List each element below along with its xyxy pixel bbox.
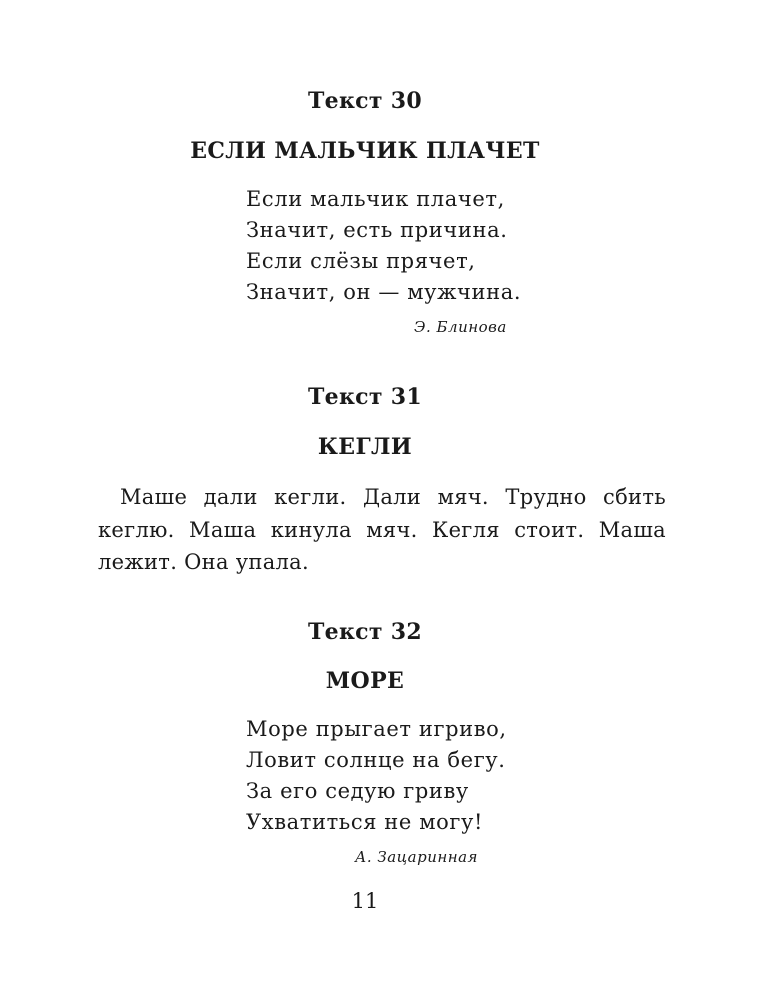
prose-line: кеглю. Маша кинула мяч. Кегля стоит. Маша bbox=[98, 517, 666, 542]
text-32-author: А. Зацаринная bbox=[355, 848, 478, 866]
text-32-poem bbox=[246, 714, 507, 838]
text-32-number: Текст 32 bbox=[308, 619, 422, 645]
text-31-prose bbox=[98, 481, 666, 579]
page-number: 11 bbox=[351, 889, 379, 913]
poem-line: Ухватиться не могу! bbox=[246, 810, 483, 834]
poem-line: Если мальчик плачет, bbox=[246, 187, 505, 211]
poem-line: Значит, он — мужчина. bbox=[246, 280, 522, 304]
text-30-title: ЕСЛИ МАЛЬЧИК ПЛАЧЕТ bbox=[190, 138, 540, 164]
poem-line: Значит, есть причина. bbox=[246, 218, 508, 242]
text-30-poem bbox=[246, 184, 521, 308]
prose-line: Маше дали кегли. Дали мяч. Трудно сбить bbox=[120, 485, 666, 509]
poem-line: Море прыгает игриво, bbox=[246, 717, 507, 741]
text-31-number: Текст 31 bbox=[308, 384, 422, 410]
text-30-number: Текст 30 bbox=[308, 88, 422, 114]
poem-line: Ловит солнце на бегу. bbox=[246, 748, 506, 772]
poem-line: За его седую гриву bbox=[246, 779, 469, 803]
poem-line: Если слёзы прячет, bbox=[246, 249, 476, 273]
text-32-title: МОРЕ bbox=[325, 668, 405, 694]
prose-line: лежит. Она упала. bbox=[98, 550, 309, 574]
text-31-title: КЕГЛИ bbox=[317, 434, 413, 460]
text-30-author: Э. Блинова bbox=[414, 318, 507, 336]
